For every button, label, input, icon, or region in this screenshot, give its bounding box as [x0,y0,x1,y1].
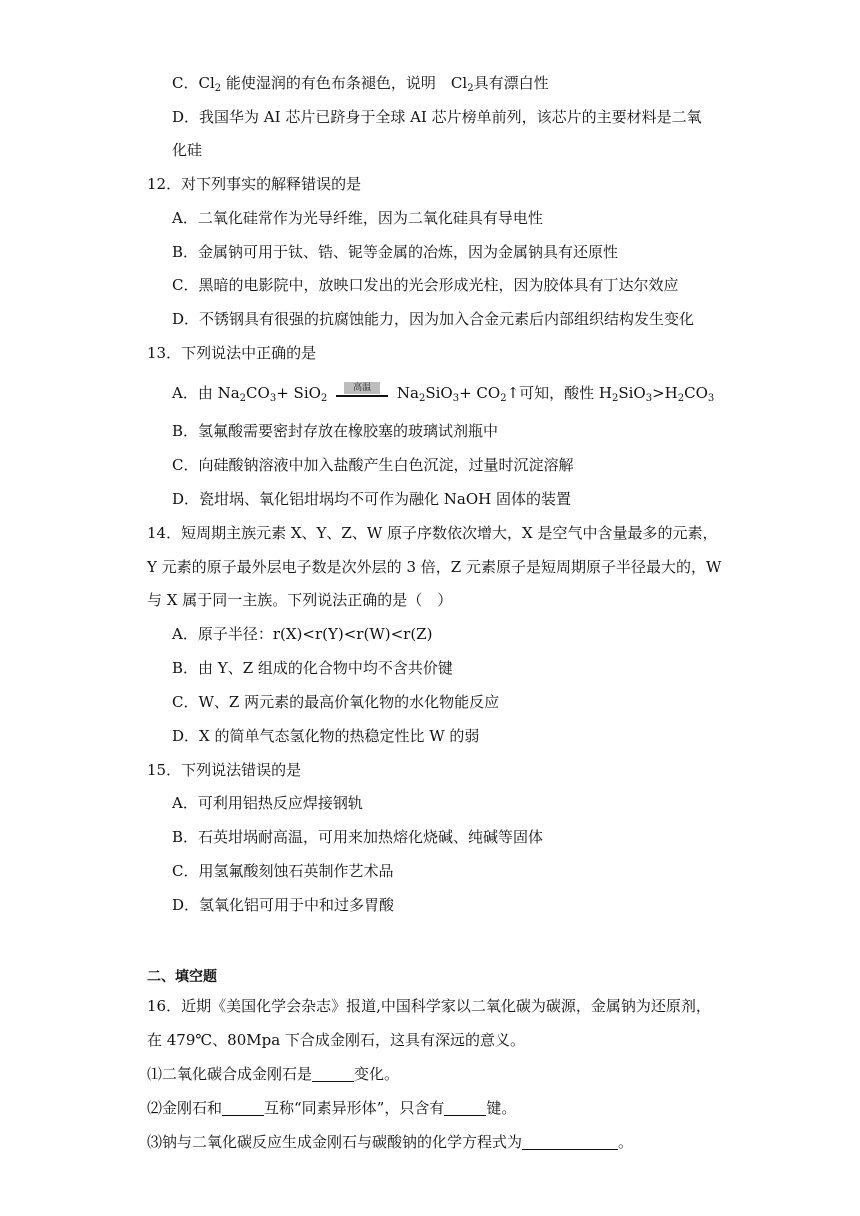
q16-stem-line1: 16．近期《美国化学会杂志》报道,中国科学家以二氧化碳为碳源，金属钠为还原剂， [147,997,711,1015]
q13-a-s10: 3 [707,393,715,404]
q13-a-s5: 3 [452,393,460,404]
q14-option-b: B．由 Y、Z 组成的化合物中均不含共价键 [172,659,453,677]
q16-sub2-mid: 互称“同素异形体”，只含有 [264,1099,445,1117]
q13-option-b: B．氢氟酸需要密封存放在橡胶塞的玻璃试剂瓶中 [172,422,499,440]
q16-sub3-post: 。 [618,1133,634,1151]
q16-sub1-pre: ⑴二氧化碳合成金刚石是 [147,1065,313,1083]
q13-a-t6: + CO [459,384,501,402]
q13-a-t9: >H [652,384,678,402]
q16-sub2-post: 键。 [486,1099,517,1117]
q11-option-c [172,72,549,94]
q15-option-b: B．石英坩埚耐高温，可用来加热熔化烧碱、纯碱等固体 [172,828,544,846]
q13-a-t1: A．由 Na [172,384,240,402]
q12-stem: 12．对下列事实的解释错误的是 [147,175,362,193]
q12-option-b: B．金属钠可用于钛、锆、铌等金属的冶炼，因为金属钠具有还原性 [172,243,619,261]
q15-option-a: A．可利用铝热反应焊接钢轨 [172,794,363,812]
q13-a-t5: SiO [425,384,453,402]
q13-a-t3: + SiO [276,384,321,402]
q13-a-s4: 2 [418,393,426,404]
q13-a-s3: 2 [320,393,328,404]
answer-blank-1[interactable] [312,1065,354,1082]
q14-option-c: C．W、Z 两元素的最高价氧化物的水化物能反应 [172,693,500,711]
reaction-condition-label: 高温 [344,382,380,394]
q13-a-s7: 2 [611,393,619,404]
q13-a-s1: 2 [239,393,247,404]
q11-c-sub-2: 2 [467,83,474,94]
q13-option-c: C．向硅酸钠溶液中加入盐酸产生白色沉淀，过量时沉淀溶解 [172,456,574,474]
reaction-arrow [336,382,388,402]
section-heading-fill-in: 二、填空题 [147,969,217,985]
q12-option-d: D．不锈钢具有很强的抗腐蚀能力，因为加入合金元素后内部组织结构发生变化 [172,310,695,328]
q13-a-s8: 3 [645,393,653,404]
q11-c-text-3: 具有漂白性 [473,74,549,92]
q11-c-text-1: C．Cl [172,74,215,92]
q14-stem-line2: Y 元素的原子最外层电子数是次外层的 3 倍，Z 元素原子是短周期原子半径最大的，W [147,558,722,576]
q13-a-t8: SiO [618,384,646,402]
q13-a-t7: ↑可知，酸性 H [506,384,612,402]
q12-option-c: C．黑暗的电影院中，放映口发出的光会形成光柱，因为胶体具有丁达尔效应 [172,276,679,294]
q13-option-d: D．瓷坩埚、氧化铝坩埚均不可作为融化 NaOH 固体的装置 [172,490,572,508]
q16-sub2-pre: ⑵金刚石和 [147,1099,223,1117]
q11-c-sub-1: 2 [214,83,222,94]
q11-option-d-line2: 化硅 [172,141,203,159]
q14-option-d: D．X 的简单气态氢化物的热稳定性比 W 的弱 [172,727,480,745]
q14-stem-line3: 与 X 属于同一主族。下列说法正确的是（ ） [147,591,453,609]
q13-a-t10: CO [684,384,708,402]
q13-option-a [172,382,714,404]
q13-a-t4: Na [396,384,419,402]
answer-blank-4[interactable] [522,1133,618,1150]
q14-option-a: A．原子半径：r(X)<r(Y)<r(W)<r(Z) [172,625,433,643]
answer-blank-2[interactable] [222,1099,264,1116]
q13-a-s6: 2 [500,393,507,404]
q14-stem-line1: 14．短周期主族元素 X、Y、Z、W 原子序数依次增大，X 是空气中含量最多的元素， [147,524,718,542]
q11-c-text-2: 能使湿润的有色布条褪色，说明 Cl [221,74,468,92]
q16-sub3-pre: ⑶钠与二氧化碳反应生成金刚石与碳酸钠的化学方程式为 [147,1133,523,1151]
q15-option-d: D．氢氧化铝可用于中和过多胃酸 [172,896,395,914]
q16-stem-line2: 在 479℃、80Mpa 下合成金刚石，这具有深远的意义。 [147,1031,525,1049]
q15-stem: 15．下列说法错误的是 [147,761,302,779]
q16-sub3 [147,1131,633,1153]
q16-sub1 [147,1063,399,1085]
q13-a-t2: CO [246,384,270,402]
q12-option-a: A．二氧化硅常作为光导纤维，因为二氧化硅具有导电性 [172,209,543,227]
q16-sub1-post: 变化。 [354,1065,400,1083]
q11-option-d-line1: D．我国华为 AI 芯片已跻身于全球 AI 芯片榜单前列，该芯片的主要材料是二氧 [172,108,702,126]
q16-sub2 [147,1097,516,1119]
q13-a-s9: 2 [677,393,685,404]
q15-option-c: C．用氢氟酸刻蚀石英制作艺术品 [172,862,394,880]
q13-a-s2: 3 [269,393,277,404]
reaction-arrow-bar [336,395,388,397]
answer-blank-3[interactable] [444,1099,486,1116]
q13-stem: 13．下列说法中正确的是 [147,344,317,362]
